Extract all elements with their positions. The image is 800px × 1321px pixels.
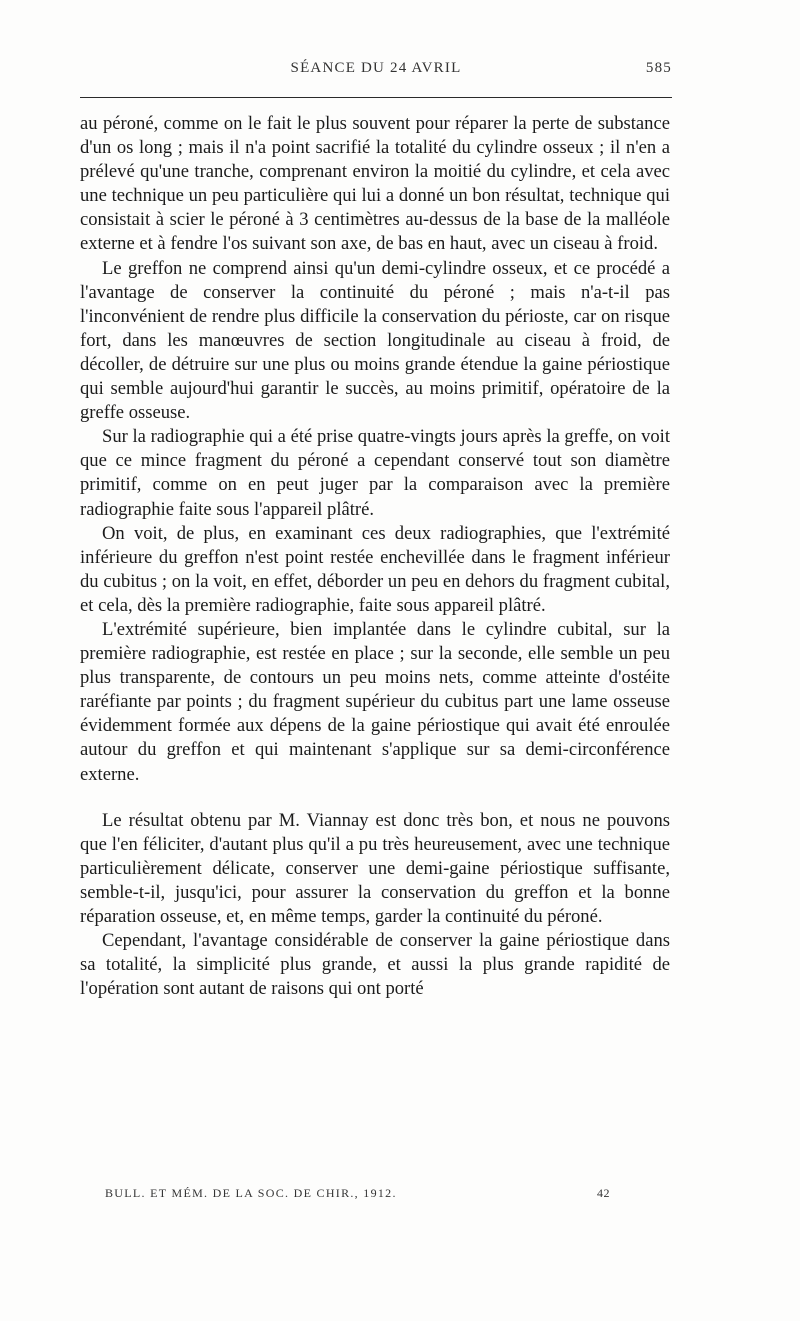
paragraph: On voit, de plus, en examinant ces deux radiographies, que l'extrémité inférieure du greffon n'est point restée enchevillée dans le fragment inférieur du cubitus ; on la voit, en effet, déborder un peu en dehors du fragment cubital, et cela, dès la première radiographie, faite sous appareil plâtré. (80, 522, 670, 616)
paragraph: Sur la radiographie qui a été prise quatre-vingts jours après la greffe, on voit que ce mince fragment du péroné a cependant conservé tout son diamètre primitif, comme on en peut juger par la comparaison avec la première radiographie faite sous l'appareil plâtré. (80, 426, 670, 520)
paragraph: Le greffon ne comprend ainsi qu'un demi-cylindre osseux, et ce procédé a l'avantage de conserver la continuité du péroné ; mais n'a-t-il pas l'inconvénient de rendre plus difficile la conservation du périoste, car on risque fort, dans les manœuvres de section longitudinale au ciseau à froid, de décoller, de détruire sur une plus ou moins grande étendue la gaine périostique qui semble aujourd'hui garantir le succès, au moins primitif, opératoire de la greffe osseuse. (80, 257, 670, 424)
page-footer (105, 1186, 610, 1206)
page-header (80, 60, 672, 84)
header-rule (80, 97, 672, 98)
paragraph: Cependant, l'avantage considérable de conserver la gaine périostique dans sa totalité, la simplicité plus grande, et aussi la plus grande rapidité de l'opération sont autant de raisons qui ont porté (80, 930, 670, 1000)
page-number: 585 (645, 60, 672, 76)
body-text (80, 112, 670, 1001)
sheet-number: 42 (597, 1186, 610, 1200)
paragraph: au péroné, comme on le fait le plus souvent pour réparer la perte de substance d'un os long ; mais il n'a point sacrifié la totalité du cylindre osseux ; il n'en a prélevé qu'une tranche, comprenant environ la moitié du cylindre, et cela avec une technique un peu particulière qui lui a donné un bon résultat, technique qui consistait à scier le péroné à 3 centimètres au-dessus de la base de la malléole externe et à fendre l'os suivant son axe, de bas en haut, avec un ciseau à froid. (80, 113, 670, 255)
running-title: SÉANCE DU 24 AVRIL (290, 60, 462, 76)
paragraph: L'extrémité supérieure, bien implantée dans le cylindre cubital, sur la première radiographie, est restée en place ; sur la seconde, elle semble un peu plus transparente, de contours un peu moins nets, comme atteinte d'ostéite raréfiante par points ; du fragment supérieur du cubitus part une lame osseuse évidemment formée aux dépens de la gaine périostique qui avait été enroulée autour du greffon et qui maintenant s'applique sur sa demi-circonférence externe. (80, 618, 670, 785)
footer-source: BULL. ET MÉM. DE LA SOC. DE CHIR., 1912. (105, 1186, 397, 1200)
paragraph: Le résultat obtenu par M. Viannay est donc très bon, et nous ne pouvons que l'en féliciter, d'autant plus qu'il a pu très heureusement, avec une technique particulièrement délicate, conserver une demi-gaine périostique suffisante, semble-t-il, jusqu'ici, pour assurer la conservation du greffon et la bonne réparation osseuse, et, en même temps, garder la continuité du péroné. (80, 809, 670, 927)
